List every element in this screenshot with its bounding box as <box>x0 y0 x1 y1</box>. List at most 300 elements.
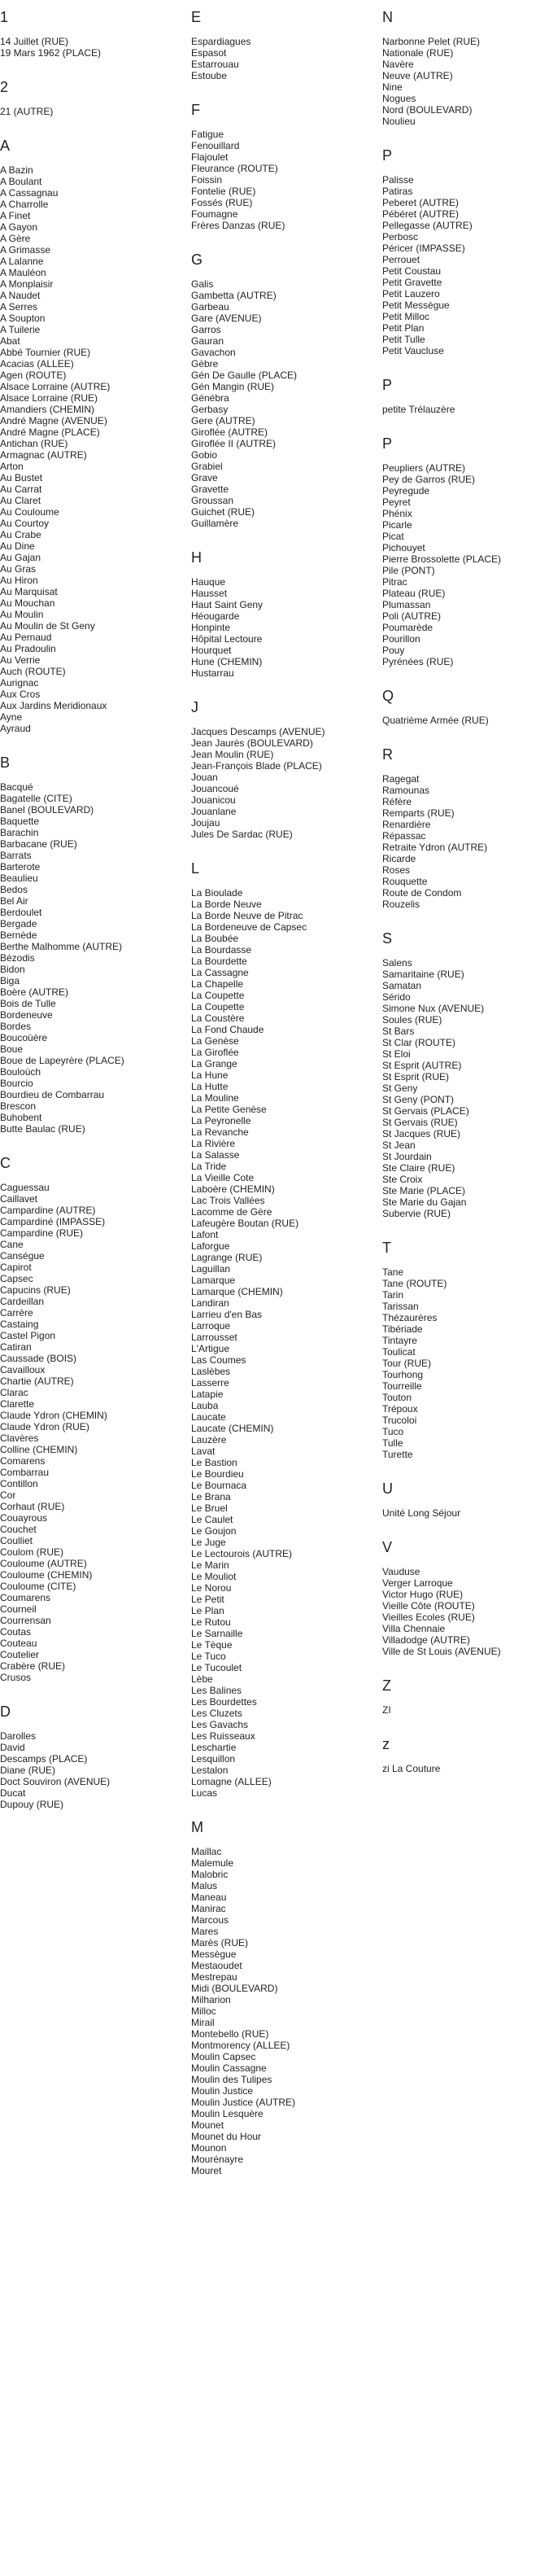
street-link[interactable]: Laguillan <box>191 1263 231 1275</box>
street-link[interactable]: Le Norou <box>191 1582 232 1594</box>
street-link[interactable]: Gerbasy <box>191 404 229 415</box>
street-link[interactable]: Petit Milloc <box>382 311 430 322</box>
street-link[interactable]: Peyregude <box>382 485 430 496</box>
street-link[interactable]: Le Plan <box>191 1605 224 1616</box>
street-link[interactable]: A Monplaisir <box>0 278 54 290</box>
street-link[interactable]: Gén De Gaulle (PLACE) <box>191 370 298 381</box>
street-link[interactable]: St Jean <box>382 1139 416 1151</box>
street-link[interactable]: Navère <box>382 59 414 70</box>
street-link[interactable]: Ste Claire (RUE) <box>382 1162 455 1174</box>
street-link[interactable]: Aux Cros <box>0 689 41 700</box>
street-link[interactable]: A Grimasse <box>0 244 51 256</box>
street-link[interactable]: Flajoulet <box>191 151 229 163</box>
street-link[interactable]: St Clar (ROUTE) <box>382 1037 455 1048</box>
street-link[interactable]: Patiras <box>382 186 413 197</box>
street-link[interactable]: Pile (PONT) <box>382 565 435 576</box>
street-link[interactable]: Mouret <box>191 2165 222 2176</box>
street-link[interactable]: Aurignac <box>0 677 39 689</box>
street-link[interactable]: La Bourdette <box>191 956 247 967</box>
street-link[interactable]: Buhobent <box>0 1112 42 1123</box>
street-link[interactable]: La Bioulade <box>191 887 243 899</box>
street-link[interactable]: Bernède <box>0 929 37 941</box>
street-link[interactable]: Pourillon <box>382 633 420 645</box>
street-link[interactable]: Giroflée (AUTRE) <box>191 426 268 438</box>
street-link[interactable]: Au Crabe <box>0 529 41 540</box>
street-link[interactable]: Milloc <box>191 2005 216 2017</box>
street-link[interactable]: Jouan <box>191 772 218 783</box>
street-link[interactable]: Leschartie <box>191 1742 237 1753</box>
street-link[interactable]: Frères Danzas (RUE) <box>191 220 285 231</box>
street-link[interactable]: Campardine (RUE) <box>0 1227 84 1239</box>
street-link[interactable]: Butte Baulac (RUE) <box>0 1123 85 1135</box>
street-link[interactable]: Les Bourdettes <box>191 1696 257 1708</box>
street-link[interactable]: Castel Pigon <box>0 1330 56 1341</box>
street-link[interactable]: Carrère <box>0 1307 33 1319</box>
street-link[interactable]: Gare (AVENUE) <box>191 313 262 324</box>
street-link[interactable]: Tarin <box>382 1289 404 1301</box>
street-link[interactable]: Lac Trois Vallées <box>191 1195 265 1206</box>
street-link[interactable]: Coumarens <box>0 1592 51 1603</box>
street-link[interactable]: Castaing <box>0 1319 39 1330</box>
street-link[interactable]: Moulin des Tulipes <box>191 2074 272 2085</box>
street-link[interactable]: Sérido <box>382 991 411 1003</box>
street-link[interactable]: La Bourdasse <box>191 944 252 956</box>
street-link[interactable]: Clarac <box>0 1387 28 1398</box>
street-link[interactable]: Perrouet <box>382 254 420 265</box>
street-link[interactable]: La Petite Genèse <box>191 1104 267 1115</box>
street-link[interactable]: ZI <box>382 1704 391 1716</box>
street-link[interactable]: Subervie (RUE) <box>382 1208 451 1219</box>
street-link[interactable]: La Peyronelle <box>191 1115 251 1126</box>
street-link[interactable]: Petit Lauzero <box>382 288 440 300</box>
street-link[interactable]: Palisse <box>382 174 414 186</box>
street-link[interactable]: Jouanicou <box>191 794 236 806</box>
street-link[interactable]: zi La Couture <box>382 1763 441 1774</box>
street-link[interactable]: Narbonne Pelet (RUE) <box>382 36 481 47</box>
street-link[interactable]: Landiran <box>191 1297 229 1309</box>
street-link[interactable]: Les Gavachs <box>191 1719 249 1730</box>
street-link[interactable]: Acacias (ALLEE) <box>0 358 74 370</box>
street-link[interactable]: Giroflée II (AUTRE) <box>191 438 277 449</box>
street-link[interactable]: Barachin <box>0 827 39 838</box>
street-link[interactable]: Au Couloume <box>0 506 59 518</box>
street-link[interactable]: Corhaut (RUE) <box>0 1501 65 1512</box>
street-link[interactable]: Hausset <box>191 588 228 599</box>
street-link[interactable]: Au Gras <box>0 563 37 575</box>
street-link[interactable]: A Cassagnau <box>0 187 59 199</box>
street-link[interactable]: Au Verrie <box>0 654 41 666</box>
street-link[interactable]: Banel (BOULEVARD) <box>0 804 94 816</box>
street-link[interactable]: Coulliet <box>0 1535 33 1546</box>
street-link[interactable]: Picarle <box>382 519 412 531</box>
street-link[interactable]: Amandiers (CHEMIN) <box>0 404 95 415</box>
street-link[interactable]: Lucas <box>191 1787 218 1799</box>
street-link[interactable]: Bourdieu de Combarrau <box>0 1089 105 1100</box>
street-link[interactable]: Hauque <box>191 576 226 588</box>
street-link[interactable]: Capirot <box>0 1262 32 1273</box>
street-link[interactable]: Les Ruisseaux <box>191 1730 255 1742</box>
street-link[interactable]: Petit Tulle <box>382 334 425 345</box>
street-link[interactable]: Honpinte <box>191 622 231 633</box>
street-link[interactable]: Le Tèque <box>191 1639 233 1651</box>
street-link[interactable]: Trépoux <box>382 1403 418 1415</box>
street-link[interactable]: Abbé Tournier (RUE) <box>0 347 91 358</box>
street-link[interactable]: Gavachon <box>191 347 236 358</box>
street-link[interactable]: Tane <box>382 1266 404 1278</box>
street-link[interactable]: Trucoloi <box>382 1415 417 1426</box>
street-link[interactable]: Moulin Justice <box>191 2085 254 2097</box>
street-link[interactable]: Contillon <box>0 1478 38 1489</box>
street-link[interactable]: La Grange <box>191 1058 237 1069</box>
street-link[interactable]: A Gayon <box>0 221 38 233</box>
street-link[interactable]: Petit Plan <box>382 322 425 334</box>
street-link[interactable]: Jean Jaurès (BOULEVARD) <box>191 737 313 749</box>
street-link[interactable]: Gere (AUTRE) <box>191 415 255 426</box>
street-link[interactable]: Tourhong <box>382 1369 424 1380</box>
street-link[interactable]: Vieilles Ecoles (RUE) <box>382 1612 475 1623</box>
street-link[interactable]: Boue de Lapeyrère (PLACE) <box>0 1055 124 1066</box>
street-link[interactable]: Le Bournaca <box>191 1480 247 1491</box>
street-link[interactable]: Le Rutou <box>191 1616 231 1628</box>
street-link[interactable]: Campardine (AUTRE) <box>0 1205 96 1216</box>
street-link[interactable]: Canségue <box>0 1250 45 1262</box>
street-link[interactable]: Nogues <box>382 93 416 104</box>
street-link[interactable]: Ricarde <box>382 853 416 864</box>
street-link[interactable]: Ste Marie du Gajan <box>382 1196 467 1208</box>
street-link[interactable]: Au Carrat <box>0 483 42 495</box>
street-link[interactable]: Le Marin <box>191 1559 229 1571</box>
street-link[interactable]: Génébra <box>191 392 229 404</box>
street-link[interactable]: Courneil <box>0 1603 37 1615</box>
street-link[interactable]: Espasot <box>191 47 227 59</box>
street-link[interactable]: La Cassagne <box>191 967 249 978</box>
street-link[interactable]: A Charrolle <box>0 199 49 210</box>
street-link[interactable]: Roses <box>382 864 411 876</box>
street-link[interactable]: Clarette <box>0 1398 35 1410</box>
street-link[interactable]: Jouancoué <box>191 783 239 794</box>
street-link[interactable]: Plateau (RUE) <box>382 588 446 599</box>
street-link[interactable]: Couloume (CITE) <box>0 1581 76 1592</box>
street-link[interactable]: Moulin Cassagne <box>191 2062 267 2074</box>
street-link[interactable]: La Hutte <box>191 1081 229 1092</box>
street-link[interactable]: Lamarque (CHEMIN) <box>191 1286 283 1297</box>
street-link[interactable]: Au Pradoulin <box>0 643 56 654</box>
street-link[interactable]: Fatigue <box>191 129 224 140</box>
street-link[interactable]: Montebello (RUE) <box>191 2028 269 2040</box>
street-link[interactable]: Cardeillan <box>0 1296 45 1307</box>
street-link[interactable]: Biga <box>0 975 20 986</box>
street-link[interactable]: Au Hiron <box>0 575 38 586</box>
street-link[interactable]: Doct Souviron (AVENUE) <box>0 1776 111 1787</box>
street-link[interactable]: Tulle <box>382 1437 403 1449</box>
street-link[interactable]: Perbosc <box>382 231 419 243</box>
street-link[interactable]: Cavailloux <box>0 1364 46 1375</box>
street-link[interactable]: Noulieu <box>382 116 416 127</box>
street-link[interactable]: La Boubée <box>191 933 239 944</box>
street-link[interactable]: Alsace Lorraine (RUE) <box>0 392 98 404</box>
street-link[interactable]: Garbeau <box>191 301 229 313</box>
street-link[interactable]: Laforgue <box>191 1240 230 1252</box>
street-link[interactable]: Comarens <box>0 1455 46 1467</box>
street-link[interactable]: Le Lectourois (AUTRE) <box>191 1548 293 1559</box>
street-link[interactable]: Combarrau <box>0 1467 50 1478</box>
street-link[interactable]: Lomagne (ALLEE) <box>191 1776 272 1787</box>
street-link[interactable]: Clavères <box>0 1432 39 1444</box>
street-link[interactable]: Berdoulet <box>0 907 42 918</box>
street-link[interactable]: Jean-François Blade (PLACE) <box>191 760 322 772</box>
street-link[interactable]: Boucoùère <box>0 1032 48 1043</box>
street-link[interactable]: Ramounas <box>382 785 430 796</box>
street-link[interactable]: Mounet <box>191 2119 224 2131</box>
street-link[interactable]: Quatrième Armée (RUE) <box>382 715 489 726</box>
street-link[interactable]: Rouzelis <box>382 899 420 910</box>
street-link[interactable]: Bacqué <box>0 781 33 793</box>
street-link[interactable]: Lavat <box>191 1445 216 1457</box>
street-link[interactable]: Bézodis <box>0 952 35 964</box>
street-link[interactable]: Ville de St Louis (AVENUE) <box>382 1646 501 1657</box>
street-link[interactable]: Chartie (AUTRE) <box>0 1375 74 1387</box>
street-link[interactable]: A Bazin <box>0 164 33 176</box>
street-link[interactable]: Pichouyet <box>382 542 425 553</box>
street-link[interactable]: Le Caulet <box>191 1514 233 1525</box>
street-link[interactable]: Laslèbes <box>191 1366 231 1377</box>
street-link[interactable]: Lagrange (RUE) <box>191 1252 263 1263</box>
street-link[interactable]: Petit Gravette <box>382 277 442 288</box>
street-link[interactable]: St Jourdain <box>382 1151 432 1162</box>
street-link[interactable]: David <box>0 1742 25 1753</box>
street-link[interactable]: Moulin Justice (AUTRE) <box>191 2097 296 2108</box>
street-link[interactable]: Bel Air <box>0 895 28 907</box>
street-link[interactable]: Guichet (RUE) <box>191 506 255 518</box>
street-link[interactable]: Berthe Malhomme (AUTRE) <box>0 941 123 952</box>
street-link[interactable]: Coutelier <box>0 1649 40 1660</box>
street-link[interactable]: Coutas <box>0 1626 32 1638</box>
street-link[interactable]: Lestalon <box>191 1765 229 1776</box>
street-link[interactable]: Couloume (AUTRE) <box>0 1558 87 1569</box>
street-link[interactable]: Joujau <box>191 817 220 829</box>
street-link[interactable]: Route de Condom <box>382 887 462 899</box>
street-link[interactable]: Répassac <box>382 830 426 842</box>
street-link[interactable]: Au Mouchan <box>0 597 55 609</box>
street-link[interactable]: Fossés (RUE) <box>191 197 253 208</box>
street-link[interactable]: Le Goujon <box>191 1525 237 1537</box>
street-link[interactable]: Antichan (RUE) <box>0 438 68 449</box>
street-link[interactable]: Plumassan <box>382 599 431 610</box>
street-link[interactable]: Couloume (CHEMIN) <box>0 1569 93 1581</box>
street-link[interactable]: Mounet du Hour <box>191 2131 262 2142</box>
street-link[interactable]: A Finet <box>0 210 31 221</box>
street-link[interactable]: Dupouy (RUE) <box>0 1799 64 1810</box>
street-link[interactable]: Mirail <box>191 2017 215 2028</box>
street-link[interactable]: Le Tucoulet <box>191 1662 242 1673</box>
street-link[interactable]: Moulin Lesquère <box>191 2108 264 2119</box>
street-link[interactable]: Au Gajan <box>0 552 41 563</box>
street-link[interactable]: Messègue <box>191 1948 237 1960</box>
street-link[interactable]: La Hune <box>191 1069 229 1081</box>
street-link[interactable]: Catiran <box>0 1341 32 1353</box>
street-link[interactable]: Villa Chennaie <box>382 1623 446 1634</box>
street-link[interactable]: Bourcio <box>0 1078 33 1089</box>
street-link[interactable]: Au Moulin de St Geny <box>0 620 95 632</box>
street-link[interactable]: Malobric <box>191 1869 229 1880</box>
street-link[interactable]: Abat <box>0 335 20 347</box>
street-link[interactable]: A Boulant <box>0 176 42 187</box>
street-link[interactable]: Galis <box>191 278 214 290</box>
street-link[interactable]: L'Artigue <box>191 1343 229 1354</box>
street-link[interactable]: Gravette <box>191 483 229 495</box>
street-link[interactable]: Auch (ROUTE) <box>0 666 66 677</box>
street-link[interactable]: Rouquette <box>382 876 428 887</box>
street-link[interactable]: Maneau <box>191 1892 227 1903</box>
street-link[interactable]: Lèbe <box>191 1673 213 1685</box>
street-link[interactable]: Victor Hugo (RUE) <box>382 1589 464 1600</box>
street-link[interactable]: Verger Larroque <box>382 1577 453 1589</box>
street-link[interactable]: Larroque <box>191 1320 231 1332</box>
street-link[interactable]: La Coupette <box>191 1001 245 1012</box>
street-link[interactable]: Turette <box>382 1449 413 1460</box>
street-link[interactable]: Gambetta (AUTRE) <box>191 290 277 301</box>
street-link[interactable]: Manirac <box>191 1903 226 1914</box>
street-link[interactable]: Tour (RUE) <box>382 1358 432 1369</box>
street-link[interactable]: Peupliers (AUTRE) <box>382 462 466 474</box>
street-link[interactable]: Le Tuco <box>191 1651 226 1662</box>
street-link[interactable]: Lasserre <box>191 1377 229 1389</box>
street-link[interactable]: Pitrac <box>382 576 407 588</box>
street-link[interactable]: Peberet (AUTRE) <box>382 197 460 208</box>
street-link[interactable]: Espardiagues <box>191 36 251 47</box>
street-link[interactable]: Lamarque <box>191 1275 236 1286</box>
street-link[interactable]: Hune (CHEMIN) <box>191 656 263 667</box>
street-link[interactable]: A Tuilerie <box>0 324 41 335</box>
street-link[interactable]: Retraite Ydron (AUTRE) <box>382 842 488 853</box>
street-link[interactable]: Couchet <box>0 1524 37 1535</box>
street-link[interactable]: Gauran <box>191 335 224 347</box>
street-link[interactable]: Armagnac (AUTRE) <box>0 449 87 461</box>
street-link[interactable]: La Revanche <box>191 1126 249 1138</box>
street-link[interactable]: Las Coumes <box>191 1354 246 1366</box>
street-link[interactable]: Caguessau <box>0 1182 50 1193</box>
street-link[interactable]: Au Claret <box>0 495 41 506</box>
street-link[interactable]: Peyret <box>382 496 411 508</box>
street-link[interactable]: Boue <box>0 1043 24 1055</box>
street-link[interactable]: Hôpital Lectoure <box>191 633 263 645</box>
street-link[interactable]: Descamps (PLACE) <box>0 1753 88 1765</box>
street-link[interactable]: A Soupton <box>0 313 46 324</box>
street-link[interactable]: Milharion <box>191 1994 231 2005</box>
street-link[interactable]: Hourquet <box>191 645 232 656</box>
street-link[interactable]: Le Bastion <box>191 1457 237 1468</box>
street-link[interactable]: 14 Juillet (RUE) <box>0 36 69 47</box>
street-link[interactable]: Ayne <box>0 711 23 723</box>
street-link[interactable]: Au Dine <box>0 540 35 552</box>
street-link[interactable]: Estarrouau <box>191 59 239 70</box>
street-link[interactable]: Arton <box>0 461 24 472</box>
street-link[interactable]: Le Brana <box>191 1491 231 1502</box>
street-link[interactable]: Lauba <box>191 1400 219 1411</box>
street-link[interactable]: Estoube <box>191 70 228 81</box>
street-link[interactable]: Barbacane (RUE) <box>0 838 77 850</box>
street-link[interactable]: Pellegasse (AUTRE) <box>382 220 473 231</box>
street-link[interactable]: Gèbre <box>191 358 219 370</box>
street-link[interactable]: Larrousset <box>191 1332 237 1343</box>
street-link[interactable]: Renardière <box>382 819 431 830</box>
street-link[interactable]: Vauduse <box>382 1566 420 1577</box>
street-link[interactable]: Petit Coustau <box>382 265 442 277</box>
street-link[interactable]: Touton <box>382 1392 412 1403</box>
street-link[interactable]: Lauzère <box>191 1434 227 1445</box>
street-link[interactable]: La Rivière <box>191 1138 236 1149</box>
street-link[interactable]: Mares <box>191 1926 219 1937</box>
street-link[interactable]: Coulom (RUE) <box>0 1546 64 1558</box>
street-link[interactable]: La Borde Neuve de Pitrac <box>191 910 303 921</box>
street-link[interactable]: Salens <box>382 957 412 969</box>
street-link[interactable]: A Gère <box>0 233 31 244</box>
street-link[interactable]: Bedos <box>0 884 28 895</box>
street-link[interactable]: Pouy <box>382 645 405 656</box>
street-link[interactable]: Au Moulin <box>0 609 44 620</box>
street-link[interactable]: Caussade (BOIS) <box>0 1353 77 1364</box>
street-link[interactable]: Larrieu d'en Bas <box>191 1309 263 1320</box>
street-link[interactable]: Laboère (CHEMIN) <box>191 1183 275 1195</box>
street-link[interactable]: Tuco <box>382 1426 404 1437</box>
street-link[interactable]: Mourénayre <box>191 2154 244 2165</box>
street-link[interactable]: St Gervais (PLACE) <box>382 1105 469 1117</box>
street-link[interactable]: St Bars <box>382 1026 415 1037</box>
street-link[interactable]: Groussan <box>191 495 234 506</box>
street-link[interactable]: Maillac <box>191 1846 222 1857</box>
street-link[interactable]: Campardiné (IMPASSE) <box>0 1216 106 1227</box>
street-link[interactable]: St Geny (PONT) <box>382 1094 455 1105</box>
street-link[interactable]: Remparts (RUE) <box>382 807 455 819</box>
street-link[interactable]: Gén Mangin (RUE) <box>191 381 275 392</box>
street-link[interactable]: A Naudet <box>0 290 41 301</box>
street-link[interactable]: Petit Messègue <box>382 300 450 311</box>
street-link[interactable]: St Esprit (RUE) <box>382 1071 450 1082</box>
street-link[interactable]: St Esprit (AUTRE) <box>382 1060 462 1071</box>
street-link[interactable]: Bouloùch <box>0 1066 41 1078</box>
street-link[interactable]: Boère (AUTRE) <box>0 986 69 998</box>
street-link[interactable]: Diane (RUE) <box>0 1765 56 1776</box>
street-link[interactable]: Crabère (RUE) <box>0 1660 66 1672</box>
street-link[interactable]: petite Trélauzère <box>382 404 455 415</box>
street-link[interactable]: Moulin Capsec <box>191 2051 256 2062</box>
street-link[interactable]: Laucate <box>191 1411 226 1423</box>
street-link[interactable]: Fontelie (RUE) <box>191 186 256 197</box>
street-link[interactable]: Foissin <box>191 174 223 186</box>
street-link[interactable]: A Lalanne <box>0 256 44 267</box>
street-link[interactable]: La Bordeneuve de Capsec <box>191 921 307 933</box>
street-link[interactable]: Courrensan <box>0 1615 51 1626</box>
street-link[interactable]: Beaulieu <box>0 873 38 884</box>
street-link[interactable]: Au Courtoy <box>0 518 50 529</box>
street-link[interactable]: Montmorency (ALLEE) <box>191 2040 290 2051</box>
street-link[interactable]: Baquette <box>0 816 40 827</box>
street-link[interactable]: St Jacques (RUE) <box>382 1128 461 1139</box>
street-link[interactable]: Malus <box>191 1880 218 1892</box>
street-link[interactable]: Cor <box>0 1489 16 1501</box>
street-link[interactable]: Midi (BOULEVARD) <box>191 1983 278 1994</box>
street-link[interactable]: Unité Long Séjour <box>382 1507 461 1519</box>
street-link[interactable]: Le Sarnaille <box>191 1628 243 1639</box>
street-link[interactable]: Villadodge (AUTRE) <box>382 1634 470 1646</box>
street-link[interactable]: Soules (RUE) <box>382 1014 442 1026</box>
street-link[interactable]: Latapie <box>191 1389 224 1400</box>
street-link[interactable]: Samatan <box>382 980 422 991</box>
street-link[interactable]: Claude Ydron (CHEMIN) <box>0 1410 107 1421</box>
street-link[interactable]: Ste Marie (PLACE) <box>382 1185 466 1196</box>
street-link[interactable]: Fenouillard <box>191 140 240 151</box>
street-link[interactable]: Nord (BOULEVARD) <box>382 104 473 116</box>
